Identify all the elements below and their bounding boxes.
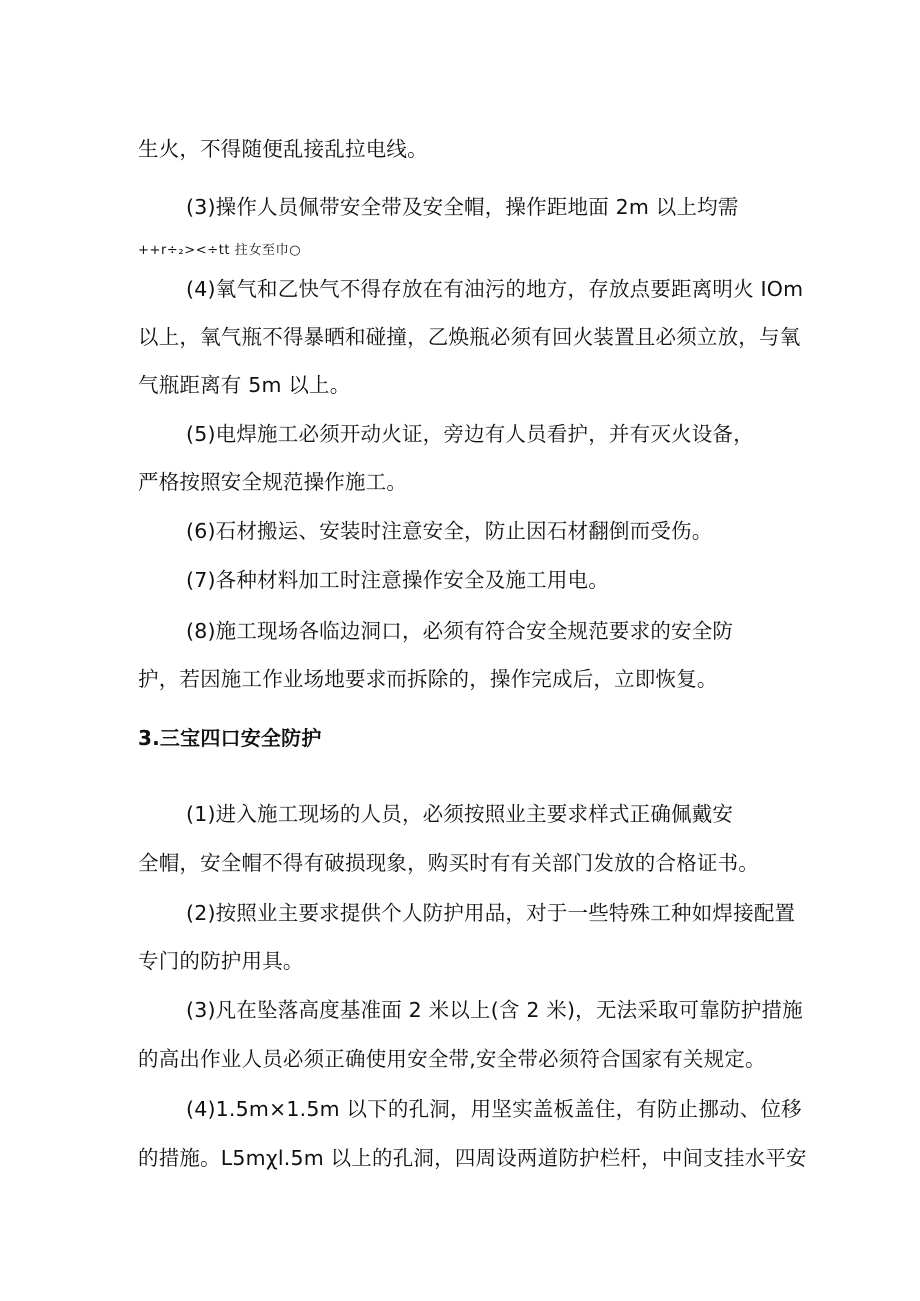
text-line: 护，若因施工作业场地要求而拆除的，操作完成后，立即恢复。 [138, 667, 718, 691]
text-line: (7)各种材料加工时注意操作安全及施工用电。 [186, 568, 609, 592]
text-line: (3)凡在坠落高度基准面 2 米以上(含 2 米)，无法采取可靠防护措施 [186, 998, 803, 1022]
text-line: (3)操作人员佩带安全带及安全帽，操作距地面 2m 以上均需 [186, 195, 739, 219]
text-line: (4)1.5m×1.5m 以下的孔洞，用坚实盖板盖住，有防止挪动、位移 [186, 1097, 802, 1121]
text-line: 专门的防护用具。 [138, 949, 304, 973]
text-line: 以上，氧气瓶不得暴晒和碰撞，乙焕瓶必须有回火装置且必须立放，与氧 [138, 325, 801, 349]
text-line: 的措施。L5mχl.5m 以上的孔洞，四周设两道防护栏杆，中间支挂水平安 [138, 1146, 807, 1170]
text-line: (1)进入施工现场的人员，必须按照业主要求样式正确佩戴安 [186, 802, 734, 826]
text-line: (8)施工现场各临边洞口，必须有符合安全规范要求的安全防 [186, 619, 734, 643]
text-line: 的高出作业人员必须正确使用安全带,安全带必须符合国家有关规定。 [138, 1047, 766, 1071]
text-line: (4)氧气和乙快气不得存放在有油污的地方，存放点要距离明火 IOm [186, 277, 804, 301]
text-line: 生火，不得随便乱接乱拉电线。 [138, 137, 428, 161]
text-line-garbled: ++r÷₂><÷tt 拄女至巾○ [138, 243, 302, 258]
text-line: 气瓶距离有 5m 以上。 [138, 373, 351, 397]
text-line: 严格按照安全规范操作施工。 [138, 470, 408, 494]
section-heading: 3.三宝四口安全防护 [138, 726, 322, 750]
text-line: (6)石材搬运、安装时注意安全，防止因石材翻倒而受伤。 [186, 519, 713, 543]
text-line: (2)按照业主要求提供个人防护用品，对于一些特殊工种如焊接配置 [186, 901, 796, 925]
text-line: 全帽，安全帽不得有破损现象，购买时有有关部门发放的合格证书。 [138, 851, 759, 875]
text-line: (5)电焊施工必须开动火证，旁边有人员看护，并有灭火设备， [186, 422, 754, 446]
